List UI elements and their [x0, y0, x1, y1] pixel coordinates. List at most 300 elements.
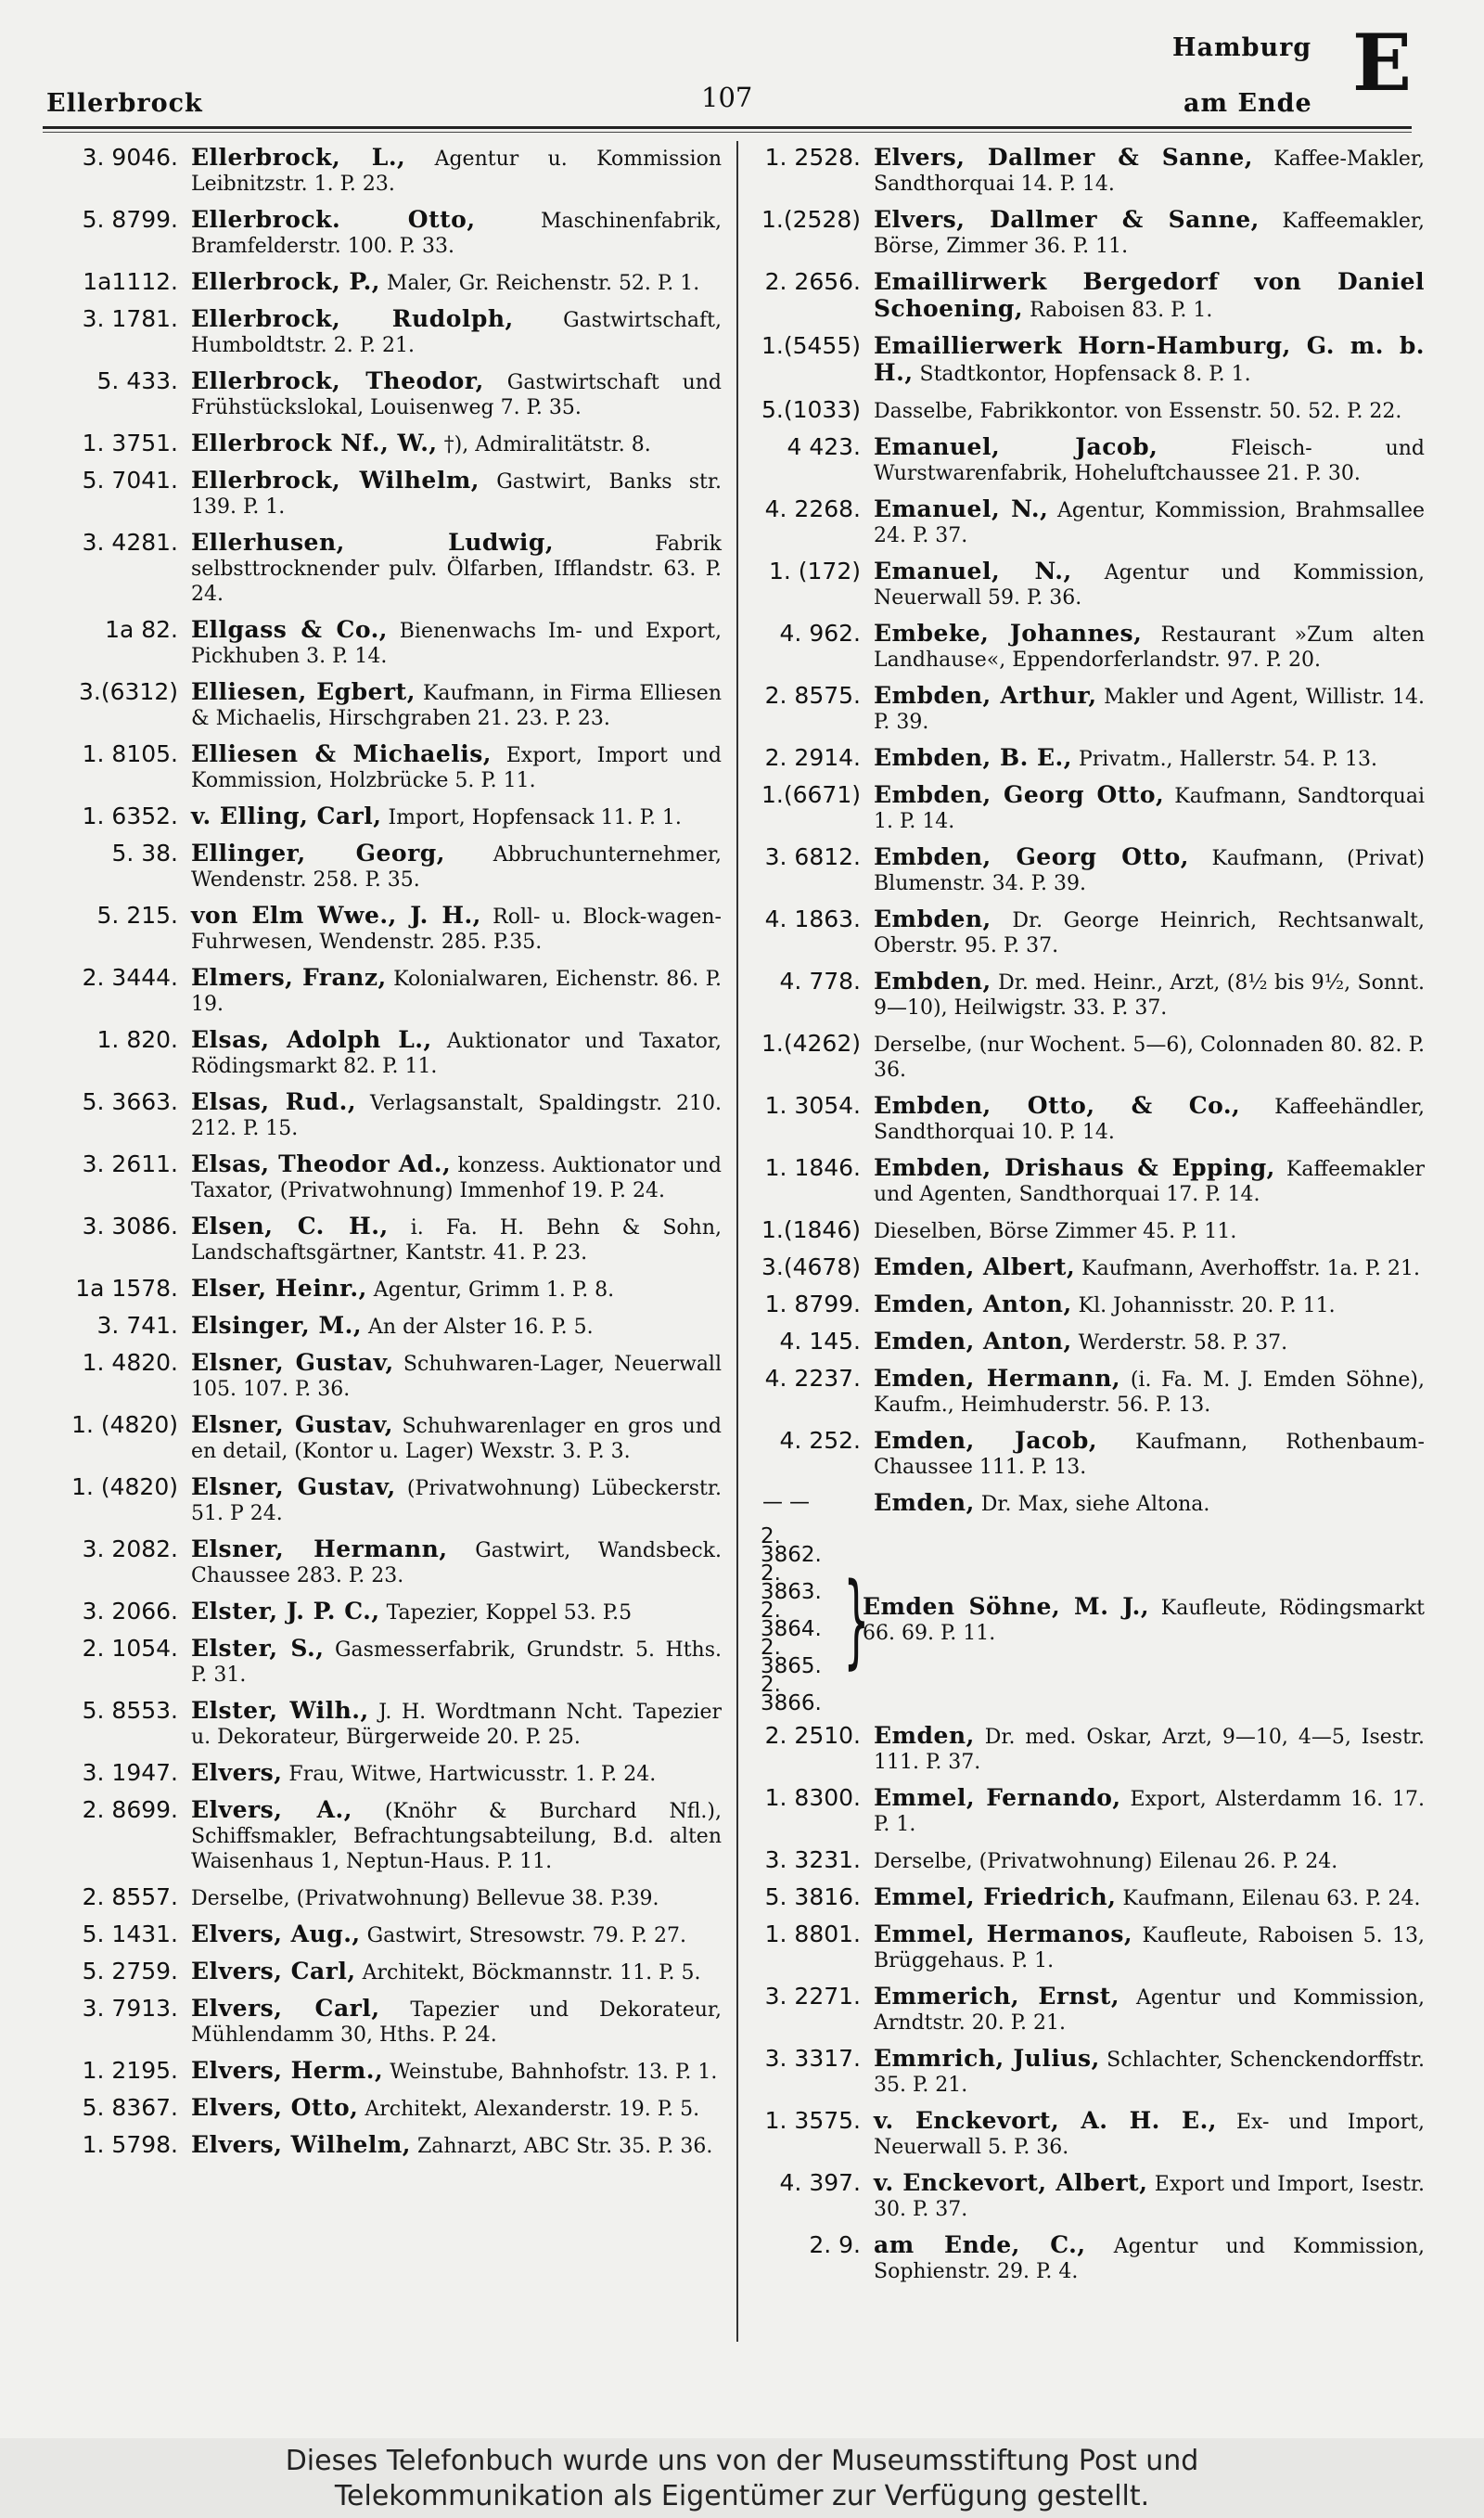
listing-group [748, 1524, 1426, 1715]
listing-entry [748, 1921, 1425, 1973]
listing-entry [37, 2095, 722, 2122]
listing-entry [37, 145, 722, 197]
listing-details: Kaufmann, Sandtorquai 1. P. 14. [874, 785, 1426, 833]
listing-details: (Privatwohnung) Lübeckerstr. 51. P 24. [191, 1477, 722, 1525]
listing-details: Verlagsanstalt, Spaldingstr. 210. 212. P. 15. [191, 1092, 722, 1140]
running-head-city: Hamburg [1172, 33, 1312, 62]
right-column [748, 145, 1425, 2294]
listing-number: 4. 2268. [764, 495, 861, 522]
listing-name: Embden, Drishaus & Epping, [874, 1154, 1275, 1181]
listing-number: 5. 7041. [82, 467, 178, 494]
listing-name: Elsner, Gustav, [191, 1473, 396, 1500]
listing-name: Emden, Albert, [874, 1253, 1076, 1280]
listing-number: 1. 3751. [82, 430, 178, 456]
listing-details: Kaufmann, (Privat) Blumenstr. 34. P. 39. [874, 847, 1425, 895]
listing-number: 5. 8367. [82, 2094, 178, 2121]
listing-entry [748, 2232, 1425, 2284]
listing-details: Import, Hopfensack 11. P. 1. [381, 806, 682, 829]
listing-details: †), Admiralitätstr. 8. [437, 433, 651, 456]
listing-entry [37, 1760, 722, 1787]
listing-details: Kaufmann, in Firma Elliesen & Michaelis, Hirschgraben 21. 23. P. 23. [191, 682, 722, 730]
left-column [37, 145, 722, 2169]
listing-number: 1a 1578. [75, 1275, 178, 1302]
listing-entry [37, 1474, 722, 1526]
listing-name: Ellerbrock, Theodor, [191, 367, 484, 394]
listing-details: Makler und Agent, Willistr. 14. P. 39. [874, 686, 1426, 734]
listing-name: Emmrich, Julius, [874, 2045, 1100, 2072]
listing-details: Schuhwarenlager en gros und en detail, (Kontor u. Lager) Wexstr. 3. P. 3. [191, 1415, 722, 1463]
listing-number: 5. 215. [96, 902, 178, 929]
listing-name: Elsner, Gustav, [191, 1349, 394, 1376]
header-rule [43, 126, 1412, 129]
listing-name: Emaillierwerk Horn-Hamburg, G. m. b. H., [874, 332, 1425, 386]
listing-number: 1. 2195. [82, 2057, 178, 2084]
listing-entry [748, 1847, 1425, 1874]
listing-number: 3. 6812. [764, 843, 861, 870]
listing-details: Kaufleute, Rödingsmarkt 66. 69. P. 11. [863, 1597, 1426, 1645]
listing-details: Kolonialwaren, Eichenstr. 86. P. 19. [191, 968, 723, 1016]
listing-number: 3. 4281. [82, 529, 178, 556]
listing-entry [37, 1884, 722, 1911]
listing-number: 1.(5455) [761, 332, 861, 359]
listing-number: 3.(6312) [79, 678, 178, 705]
listing-details: Maler, Gr. Reichenstr. 52. P. 1. [379, 272, 700, 295]
listing-details: Schlachter, Schenckendorffstr. 35. P. 21. [874, 2049, 1425, 2097]
listing-number: 1. (4820) [71, 1411, 178, 1438]
listing-details: Kaffeehändler, Sandthorquai 10. P. 14. [874, 1096, 1425, 1144]
listing-number: 1. 8799. [764, 1291, 861, 1317]
listing-details: Frau, Witwe, Hartwicusstr. 1. P. 24. [282, 1763, 657, 1786]
header-rule-thin [43, 132, 1412, 133]
listing-number: 3. 1947. [82, 1759, 178, 1786]
listing-name: Elmers, Franz, [191, 964, 387, 991]
listing-number: 3. 3317. [764, 2045, 861, 2072]
listing-number: 5. 8799. [82, 206, 178, 233]
listing-entry [37, 1698, 722, 1750]
listing-details: Raboisen 83. P. 1. [1023, 299, 1213, 322]
listing-number: 3. 3086. [82, 1213, 178, 1240]
listing-number: 1a1112. [83, 268, 178, 295]
listing-details: konzess. Auktionator und Taxator, (Privatwohnung) Immenhof 19. P. 24. [191, 1154, 722, 1202]
listing-entry [37, 1089, 722, 1141]
listing-number: 3.(4678) [761, 1253, 861, 1280]
listing-name: Emmerich, Ernst, [874, 1983, 1120, 2010]
listing-entry [37, 965, 722, 1017]
listing-name: Elvers, Herm., [191, 2057, 384, 2084]
listing-entry [748, 969, 1425, 1021]
listing-details: i. Fa. H. Behn & Sohn, Landschaftsgärtner, Kantstr. 41. P. 23. [191, 1216, 722, 1265]
listing-details: Gastwirt, Wandsbeck. Chaussee 283. P. 23. [191, 1539, 723, 1587]
listing-details: Abbruchunternehmer, Wendenstr. 258. P. 35. [191, 843, 722, 892]
listing-details: Schuhwaren-Lager, Neuerwall 105. 107. P. 36. [191, 1353, 723, 1401]
listing-details: Kaufmann, Averhoffstr. 1a. P. 21. [1075, 1257, 1420, 1280]
listing-name: Emden, [874, 1722, 975, 1749]
section-letter: E [1352, 17, 1413, 109]
listing-details: Kaffee-Makler, Sandthorquai 14. P. 14. [874, 148, 1425, 196]
listing-details: Kaufmann, Rothenbaum-Chaussee 111. P. 13. [874, 1431, 1425, 1479]
listing-name: Elsen, C. H., [191, 1213, 389, 1240]
listing-number: 2. 1054. [82, 1635, 178, 1662]
listing-name: Embden, Georg Otto, [874, 843, 1189, 870]
page-number: 107 [701, 82, 753, 113]
listing-entry [37, 368, 722, 420]
listing-entry [37, 1214, 722, 1265]
listing-entry [748, 745, 1425, 772]
listing-name: Emaillirwerk Bergedorf von Daniel Schoening, [874, 268, 1425, 322]
listing-details: Kaufleute, Raboisen 5. 13, Brüggehaus. P. 1. [874, 1924, 1426, 1972]
listing-name: v. Enckevort, A. H. E., [874, 2107, 1217, 2134]
listing-entry [748, 2170, 1425, 2222]
listing-number: 4 423. [787, 433, 861, 460]
listing-entry [748, 1884, 1425, 1911]
listing-entry [37, 1536, 722, 1588]
listing-number: 1. (4820) [71, 1473, 178, 1500]
listing-details: Kl. Johannisstr. 20. P. 11. [1071, 1294, 1336, 1317]
listing-entry [748, 145, 1425, 197]
listing-number: 5. 1431. [82, 1921, 178, 1947]
listing-number: 2. 2914. [764, 744, 861, 771]
listing-number: 5. 8553. [82, 1697, 178, 1724]
listing-name: Elster, S., [191, 1635, 325, 1662]
listing-entry [37, 1996, 722, 2048]
listing-entry [37, 207, 722, 259]
listing-name: Elsner, Hermann, [191, 1535, 448, 1562]
listing-name: Elsas, Adolph L., [191, 1026, 432, 1053]
listing-name: Elvers, Otto, [191, 2094, 359, 2121]
listing-name: Ellerbrock, Rudolph, [191, 305, 514, 332]
listing-name: Ellerhusen, Ludwig, [191, 529, 555, 556]
listing-entry [748, 844, 1425, 896]
listing-entry [37, 1276, 722, 1303]
listing-entry [37, 1921, 722, 1948]
listing-entry [748, 1291, 1425, 1318]
listing-number: 3. 2082. [82, 1535, 178, 1562]
listing-details: Agentur und Kommission, Sophienstr. 29. P. 4. [874, 2235, 1425, 2283]
listing-number: 1. 5798. [82, 2131, 178, 2158]
listing-number: 1.(6671) [761, 781, 861, 808]
listing-details: Dr. Max, siehe Altona. [974, 1493, 1210, 1516]
listing-number: 3. 741. [96, 1312, 178, 1339]
running-head-right: am Ende [1183, 89, 1312, 118]
listing-name: Ellerbrock Nf., W., [191, 430, 438, 456]
listing-entry [37, 1636, 722, 1688]
listing-entry [37, 841, 722, 893]
listing-entry [748, 1723, 1425, 1775]
listing-name: Embden, Georg Otto, [874, 781, 1165, 808]
listing-number: 2. 3863. [761, 1561, 822, 1604]
listing-details: J. H. Wordtmann Ncht. Tapezier u. Dekorateur, Bürgerweide 20. P. 25. [191, 1701, 722, 1749]
listing-entry [37, 1797, 722, 1874]
listing-number: 1.(1846) [761, 1216, 861, 1243]
column-divider [736, 141, 738, 2342]
listing-number: 3. 2611. [82, 1150, 178, 1177]
listing-number: 3. 3231. [764, 1846, 861, 1873]
listing-name: Elvers, Dallmer & Sanne, [874, 206, 1260, 233]
listing-details: Tapezier, Koppel 53. P.5 [379, 1601, 633, 1625]
listing-name: Elsinger, M., [191, 1312, 363, 1339]
listing-entry [37, 269, 722, 296]
listing-name: Embden, Otto, & Co., [874, 1092, 1241, 1119]
listing-entry [37, 2058, 722, 2085]
listing-name: Emanuel, N., [874, 558, 1072, 585]
listing-details: Agentur, Kommission, Brahmsallee 24. P. 37. [874, 499, 1425, 547]
listing-details: Dieselben, Börse Zimmer 45. P. 11. [874, 1220, 1237, 1243]
listing-number: 5.(1033) [761, 396, 861, 423]
listing-name: Elsas, Rud., [191, 1088, 357, 1115]
listing-number: 3. 1781. [82, 305, 178, 332]
right-column-lower [748, 1723, 1425, 2284]
listing-name: Elster, Wilh., [191, 1697, 369, 1724]
listing-entry [37, 741, 722, 793]
listing-details: Kaffeemakler und Agenten, Sandthorquai 17. P. 14. [874, 1158, 1425, 1206]
listing-name: Elvers, Carl, [191, 1958, 356, 1985]
listing-entry [37, 1151, 722, 1203]
listing-details: Agentur u. Kommission Leibnitzstr. 1. P. 23. [191, 148, 722, 196]
listing-details: Privatm., Hallerstr. 54. P. 13. [1071, 748, 1377, 771]
listing-number: 2. 8575. [764, 682, 861, 709]
listing-details: Fleisch- und Wurstwarenfabrik, Hoheluftchaussee 21. P. 30. [874, 437, 1425, 485]
listing-details: Kaffeemakler, Börse, Zimmer 36. P. 11. [874, 210, 1426, 258]
listing-details: Ex- und Import, Neuerwall 5. P. 36. [874, 2111, 1425, 2159]
listing-details: Dasselbe, Fabrikkontor. von Essenstr. 50. 52. P. 22. [874, 400, 1402, 423]
listing-number: 1. 8105. [82, 740, 178, 767]
listing-details: Fabrik selbsttrocknender pulv. Ölfarben, Ifflandstr. 63. P. 24. [191, 533, 722, 606]
listing-name: Emden, Hermann, [874, 1365, 1121, 1392]
listing-entry [748, 1155, 1425, 1207]
listing-number: 1.(4262) [761, 1030, 861, 1057]
listing-name: Elvers, Carl, [191, 1995, 380, 2022]
listing-number: 2. 2656. [764, 268, 861, 295]
listing-name: Ellerbrock, L., [191, 144, 406, 171]
listing-entry [748, 269, 1425, 323]
listing-name: Emden, [874, 1489, 975, 1516]
listing-details: Export und Import, Isestr. 30. P. 37. [874, 2173, 1425, 2221]
listing-details: Architekt, Böckmannstr. 11. P. 5. [355, 1961, 701, 1985]
listing-details: Derselbe, (nur Wochent. 5—6), Colonnaden 80. 82. P. 36. [874, 1034, 1425, 1082]
listing-details: Weinstube, Bahnhofstr. 13. P. 1. [383, 2061, 718, 2084]
listing-number: 1. 2528. [764, 144, 861, 171]
listing-number: 4. 145. [779, 1328, 861, 1355]
listing-number: 1. 6352. [82, 803, 178, 829]
listing-entry [748, 683, 1425, 735]
listing-name: von Elm Wwe., J. H., [191, 902, 481, 929]
listing-entry [748, 782, 1425, 834]
listing-entry [748, 333, 1425, 387]
listing-name: Emden, Anton, [874, 1328, 1072, 1355]
listing-entry [748, 496, 1425, 548]
listing-name: Elster, J. P. C., [191, 1598, 380, 1625]
listing-name: Embeke, Johannes, [874, 620, 1143, 647]
listing-name: Emden, Jacob, [874, 1427, 1098, 1454]
listing-details: Werderstr. 58. P. 37. [1071, 1331, 1288, 1355]
group-brace: } [843, 1561, 870, 1679]
listing-name: Elser, Heinr., [191, 1275, 367, 1302]
listing-entry [748, 207, 1425, 259]
listing-number: 2. 3864. [761, 1599, 822, 1641]
listing-name: Ellerbrock, P., [191, 268, 380, 295]
listing-entry [748, 1428, 1425, 1480]
listing-details: Dr. med. Heinr., Arzt, (8½ bis 9½, Sonnt. 9—10), Heilwigstr. 33. P. 37. [874, 971, 1425, 1020]
listing-name: Elvers, A., [191, 1796, 352, 1823]
listing-details: Agentur und Kommission, Arndtstr. 20. P. 21. [874, 1986, 1425, 2035]
listing-name: am Ende, C., [874, 2231, 1086, 2258]
listing-details: Derselbe, (Privatwohnung) Bellevue 38. P.39. [191, 1887, 659, 1910]
listing-details: Gastwirtschaft, Humboldtstr. 2. P. 21. [191, 309, 722, 357]
running-head-left: Ellerbrock [46, 89, 203, 118]
listing-name: Emmel, Hermanos, [874, 1921, 1133, 1947]
listing-entry [748, 1093, 1425, 1145]
listing-entry [37, 430, 722, 457]
listing-entry [37, 1313, 722, 1340]
listing-number: 2. 2510. [764, 1722, 861, 1749]
listing-entry [37, 2132, 722, 2159]
listing-entry [37, 903, 722, 955]
listing-number: 1.(2528) [761, 206, 861, 233]
listing-entry [37, 679, 722, 731]
attribution-line-2: Telekommunikation als Eigentümer zur Verfügung gestellt. [334, 2480, 1150, 2512]
listing-number: 2. 3444. [82, 964, 178, 991]
listing-details: Agentur und Kommission, Neuerwall 59. P. 36. [874, 561, 1425, 610]
listing-number: 4. 2237. [764, 1365, 861, 1392]
listing-details: Tapezier und Dekorateur, Mühlendamm 30, Hths. P. 24. [191, 1998, 722, 2047]
listing-entry [37, 803, 722, 830]
listing-name: Elvers, [191, 1759, 283, 1786]
listing-details: Agentur, Grimm 1. P. 8. [366, 1278, 615, 1302]
listing-entry [748, 1490, 1425, 1517]
listing-number: 5. 3663. [82, 1088, 178, 1115]
listing-number: 3. 2066. [82, 1598, 178, 1625]
listing-details: Auktionator und Taxator, Rödingsmarkt 82. P. 11. [191, 1030, 722, 1078]
listing-entry [748, 559, 1425, 610]
listing-name: Emden, Anton, [874, 1291, 1072, 1317]
listing-entry [37, 1027, 722, 1079]
listing-details: Gastwirtschaft und Frühstückslokal, Louisenweg 7. P. 35. [191, 371, 722, 419]
listing-number: 4. 778. [779, 968, 861, 995]
listing-entry [37, 468, 722, 520]
listing-number: 5. 433. [96, 367, 178, 394]
attribution-footer [0, 2438, 1484, 2518]
listing-details: Dr. George Heinrich, Rechtsanwalt, Oberstr. 95. P. 37. [874, 909, 1425, 957]
listing-entry [37, 1959, 722, 1985]
listing-details: Dr. med. Oskar, Arzt, 9—10, 4—5, Isestr. 111. P. 37. [874, 1726, 1425, 1774]
listing-entry [748, 2046, 1425, 2098]
listing-number: 5. 3816. [764, 1883, 861, 1910]
listing-name: Elliesen & Michaelis, [191, 740, 492, 767]
listing-details: Kaufmann, Eilenau 63. P. 24. [1116, 1887, 1421, 1910]
listing-details: (Knöhr & Burchard Nfl.), Schiffsmakler, Befrachtungsabteilung, B.d. alten Waisenhaus 1, Neptun-Haus. P. 11. [191, 1800, 722, 1873]
listing-details: Restaurant »Zum alten Landhause«, Eppendorferlandstr. 97. P. 20. [874, 623, 1425, 672]
right-column-upper [748, 145, 1425, 1480]
listing-details: Architekt, Alexanderstr. 19. P. 5. [358, 2098, 700, 2121]
listing-entry [748, 2108, 1425, 2160]
attribution-line-1: Dieses Telefonbuch wurde uns von der Museumsstiftung Post und [285, 2445, 1199, 2477]
listing-name: Emmel, Fernando, [874, 1784, 1121, 1811]
listing-name: Embden, Arthur, [874, 682, 1097, 709]
listing-name: Elvers, Dallmer & Sanne, [874, 144, 1253, 171]
listing-name: Emden Söhne, M. J., [863, 1593, 1150, 1620]
listing-entry [748, 1217, 1425, 1244]
listing-number: 5. 38. [111, 840, 178, 867]
listing-number: 4. 1863. [764, 906, 861, 932]
listing-entry [37, 1599, 722, 1625]
listing-number: 1. 1846. [764, 1154, 861, 1181]
listing-details: Export, Import und Kommission, Holzbrücke 5. P. 11. [191, 744, 722, 792]
listing-number: 1. (172) [768, 558, 861, 585]
listing-details: Derselbe, (Privatwohnung) Eilenau 26. P. 24. [874, 1850, 1338, 1873]
listing-number: 1. 3054. [764, 1092, 861, 1119]
listing-entry [37, 1350, 722, 1402]
listing-entry [748, 1329, 1425, 1355]
listing-number: 5. 2759. [82, 1958, 178, 1985]
listing-name: Embden, [874, 968, 991, 995]
listing-name: v. Elling, Carl, [191, 803, 382, 829]
listing-details: (i. Fa. M. J. Emden Söhne), Kaufm., Heimhuderstr. 56. P. 13. [874, 1368, 1425, 1417]
listing-name: Ellerbrock. Otto, [191, 206, 476, 233]
listing-entry [748, 621, 1425, 673]
listing-name: Elsner, Gustav, [191, 1411, 393, 1438]
listing-number: 4. 962. [779, 620, 861, 647]
listing-name: Embden, [874, 906, 991, 932]
listing-details: Zahnarzt, ABC Str. 35. P. 36. [411, 2135, 713, 2158]
listing-name: Embden, B. E., [874, 744, 1072, 771]
listing-name: Elsas, Theodor Ad., [191, 1150, 452, 1177]
listing-entry [748, 1366, 1425, 1418]
listing-entry [748, 1031, 1425, 1083]
listing-entry [37, 617, 722, 669]
listing-entry [748, 1984, 1425, 2036]
listing-entry [748, 1785, 1425, 1837]
listing-details: Maschinenfabrik, Bramfelderstr. 100. P. 33. [191, 210, 722, 258]
listing-details: Bienenwachs Im- und Export, Pickhuben 3. P. 14. [191, 620, 722, 668]
listing-number: 2. 3862. [761, 1524, 822, 1567]
listing-name: Emmel, Friedrich, [874, 1883, 1117, 1910]
listing-entry [37, 306, 722, 358]
listing-number: 3. 2271. [764, 1983, 861, 2010]
listing-details: Gasmesserfabrik, Grundstr. 5. Hths. P. 31. [191, 1638, 722, 1687]
listing-number: 1. 8801. [764, 1921, 861, 1947]
listing-number: 2. 3865. [761, 1636, 822, 1678]
listing-name: Emanuel, N., [874, 495, 1049, 522]
listing-number: 1. 820. [96, 1026, 178, 1053]
listing-entry [748, 906, 1425, 958]
listing-entry [748, 434, 1425, 486]
listing-number: 2. 3866. [761, 1673, 822, 1715]
listing-details: Export, Alsterdamm 16. 17. P. 1. [874, 1788, 1425, 1836]
listing-entry [37, 530, 722, 607]
listing-number: 4. 252. [779, 1427, 861, 1454]
listing-name: Elliesen, Egbert, [191, 678, 416, 705]
listing-number: 4. 397. [779, 2169, 861, 2196]
listing-details: Gastwirt, Banks str. 139. P. 1. [191, 470, 722, 519]
listing-number: 2. 8557. [82, 1883, 178, 1910]
listing-entry [748, 397, 1425, 424]
listing-details: Gastwirt, Stresowstr. 79. P. 27. [360, 1924, 686, 1947]
listing-entry [748, 1254, 1425, 1281]
listing-number: — — [762, 1491, 810, 1514]
listing-number: 2. 9. [809, 2231, 861, 2258]
listing-name: Ellinger, Georg, [191, 840, 445, 867]
listing-number: 1. 4820. [82, 1349, 178, 1376]
listing-details: Roll- u. Block-wagen-Fuhrwesen, Wendenstr. 285. P.35. [191, 906, 722, 954]
listing-name: Elvers, Aug., [191, 1921, 361, 1947]
listing-number: 1. 8300. [764, 1784, 861, 1811]
listing-details: An der Alster 16. P. 5. [362, 1316, 594, 1339]
listing-name: v. Enckevort, Albert, [874, 2169, 1148, 2196]
listing-name: Ellgass & Co., [191, 616, 388, 643]
listing-number: 2. 8699. [82, 1796, 178, 1823]
listing-number: 3. 9046. [82, 144, 178, 171]
listing-name: Ellerbrock, Wilhelm, [191, 467, 480, 494]
